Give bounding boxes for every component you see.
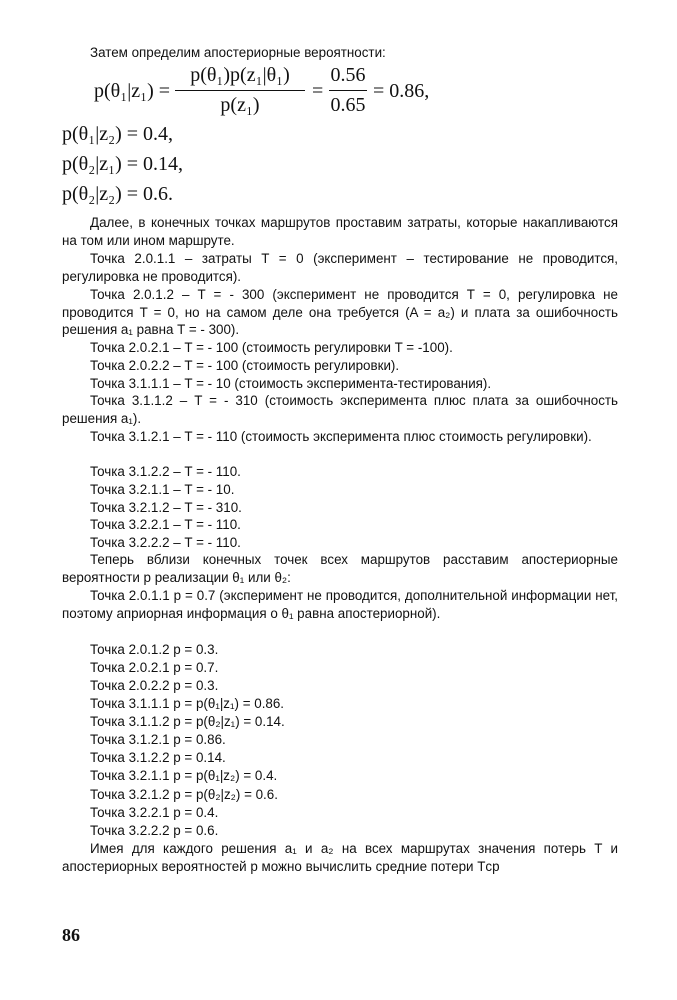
prob-point-line: Точка 2.0.2.2 p = 0.3. <box>90 678 219 693</box>
prob-line: p(θ₂|z₂) = 0.6. <box>62 183 174 205</box>
cost-line: Точка 3.1.1.1 – T = - 10 (стоимость эксперимента-тестирования). <box>90 376 492 391</box>
cost-line: Точка 2.0.2.2 – T = - 100 (стоимость регулировки). <box>90 358 400 373</box>
paragraph-prob-2011: Точка 2.0.1.1 p = 0.7 (эксперимент не проводится, дополнительной информации нет, поэтому априорная информация о θ₁ равна апостериорной). <box>62 588 618 621</box>
prob-point-line: Точка 3.1.1.2 p = p(θ₂|z₁) = 0.14. <box>90 714 285 729</box>
paragraph-point-3121: Точка 3.1.2.1 – T = - 110 (стоимость эксперимента плюс стоимость регулировки). <box>90 429 592 444</box>
prob-point-line: Точка 3.2.2.1 p = 0.4. <box>90 805 219 820</box>
paragraph-prob-intro: Теперь вблизи конечных точек всех маршрутов расставим апостериорные вероятности p реализации θ₁ или θ₂: <box>62 552 618 585</box>
prob-line: p(θ₂|z₁) = 0.14, <box>62 153 184 175</box>
formula-denominator-1: p(z₁) <box>220 94 260 116</box>
formula-equals: = <box>312 80 324 102</box>
fraction-bar-2 <box>329 90 367 91</box>
formula-denominator-2: 0.65 <box>330 94 366 116</box>
formula-numerator-2: 0.56 <box>330 64 366 86</box>
paragraph-point-2012: Точка 2.0.1.2 – T = - 300 (эксперимент не проводится T = 0, регулировка не проводится T = 0, но на самом деле она требуется (A = a₂) и плата за ошибочность решения a₁ равна T = - 300). <box>62 287 618 338</box>
cost-line: Точка 3.1.2.2 – T = - 110. <box>90 464 241 479</box>
formula-numerator-1: p(θ₁)p(z₁|θ₁) <box>190 64 290 86</box>
formula-result: = 0.86, <box>373 80 430 102</box>
prob-point-line: Точка 3.2.1.1 p = p(θ₁|z₂) = 0.4. <box>90 768 278 783</box>
cost-line: Точка 3.2.1.1 – T = - 10. <box>90 482 235 497</box>
cost-line: Точка 3.2.2.2 – T = - 110. <box>90 535 241 550</box>
cost-line: Точка 3.2.1.2 – T = - 310. <box>90 500 242 515</box>
prob-point-line: Точка 2.0.1.2 p = 0.3. <box>90 642 219 657</box>
prob-point-line: Точка 3.1.2.2 p = 0.14. <box>90 750 226 765</box>
prob-line: p(θ₁|z₂) = 0.4, <box>62 123 174 145</box>
page-number: 86 <box>62 925 80 945</box>
prob-point-line: Точка 3.1.2.1 p = 0.86. <box>90 732 226 747</box>
paragraph-final: Имея для каждого решения a₁ и a₂ на всех маршрутах значения потерь T и апостериорных вероятностей p можно вычислить средние потери Tср <box>62 841 618 874</box>
paragraph-point-2011: Точка 2.0.1.1 – затраты T = 0 (эксперимент – тестирование не проводится, регулировка не проводится). <box>62 251 618 284</box>
prob-point-line: Точка 2.0.2.1 p = 0.7. <box>90 660 219 675</box>
prob-point-line: Точка 3.2.1.2 p = p(θ₂|z₂) = 0.6. <box>90 787 278 802</box>
prob-point-line: Точка 3.2.2.2 p = 0.6. <box>90 823 219 838</box>
intro-text: Затем определим апостериорные вероятности: <box>90 45 386 60</box>
cost-line: Точка 2.0.2.1 – T = - 100 (стоимость регулировки T = -100). <box>90 340 453 355</box>
paragraph-costs-intro: Далее, в конечных точках маршрутов проставим затраты, которые накапливаются на том или ином маршруте. <box>62 215 618 248</box>
formula-lhs: p(θ₁|z₁) = <box>94 80 171 102</box>
paragraph-point-3112: Точка 3.1.1.2 – T = - 310 (стоимость эксперимента плюс плата за ошибочность решения a₁). <box>62 393 618 426</box>
prob-point-line: Точка 3.1.1.1 p = p(θ₁|z₁) = 0.86. <box>90 696 285 711</box>
fraction-bar-1 <box>175 90 305 91</box>
cost-line: Точка 3.2.2.1 – T = - 110. <box>90 517 241 532</box>
